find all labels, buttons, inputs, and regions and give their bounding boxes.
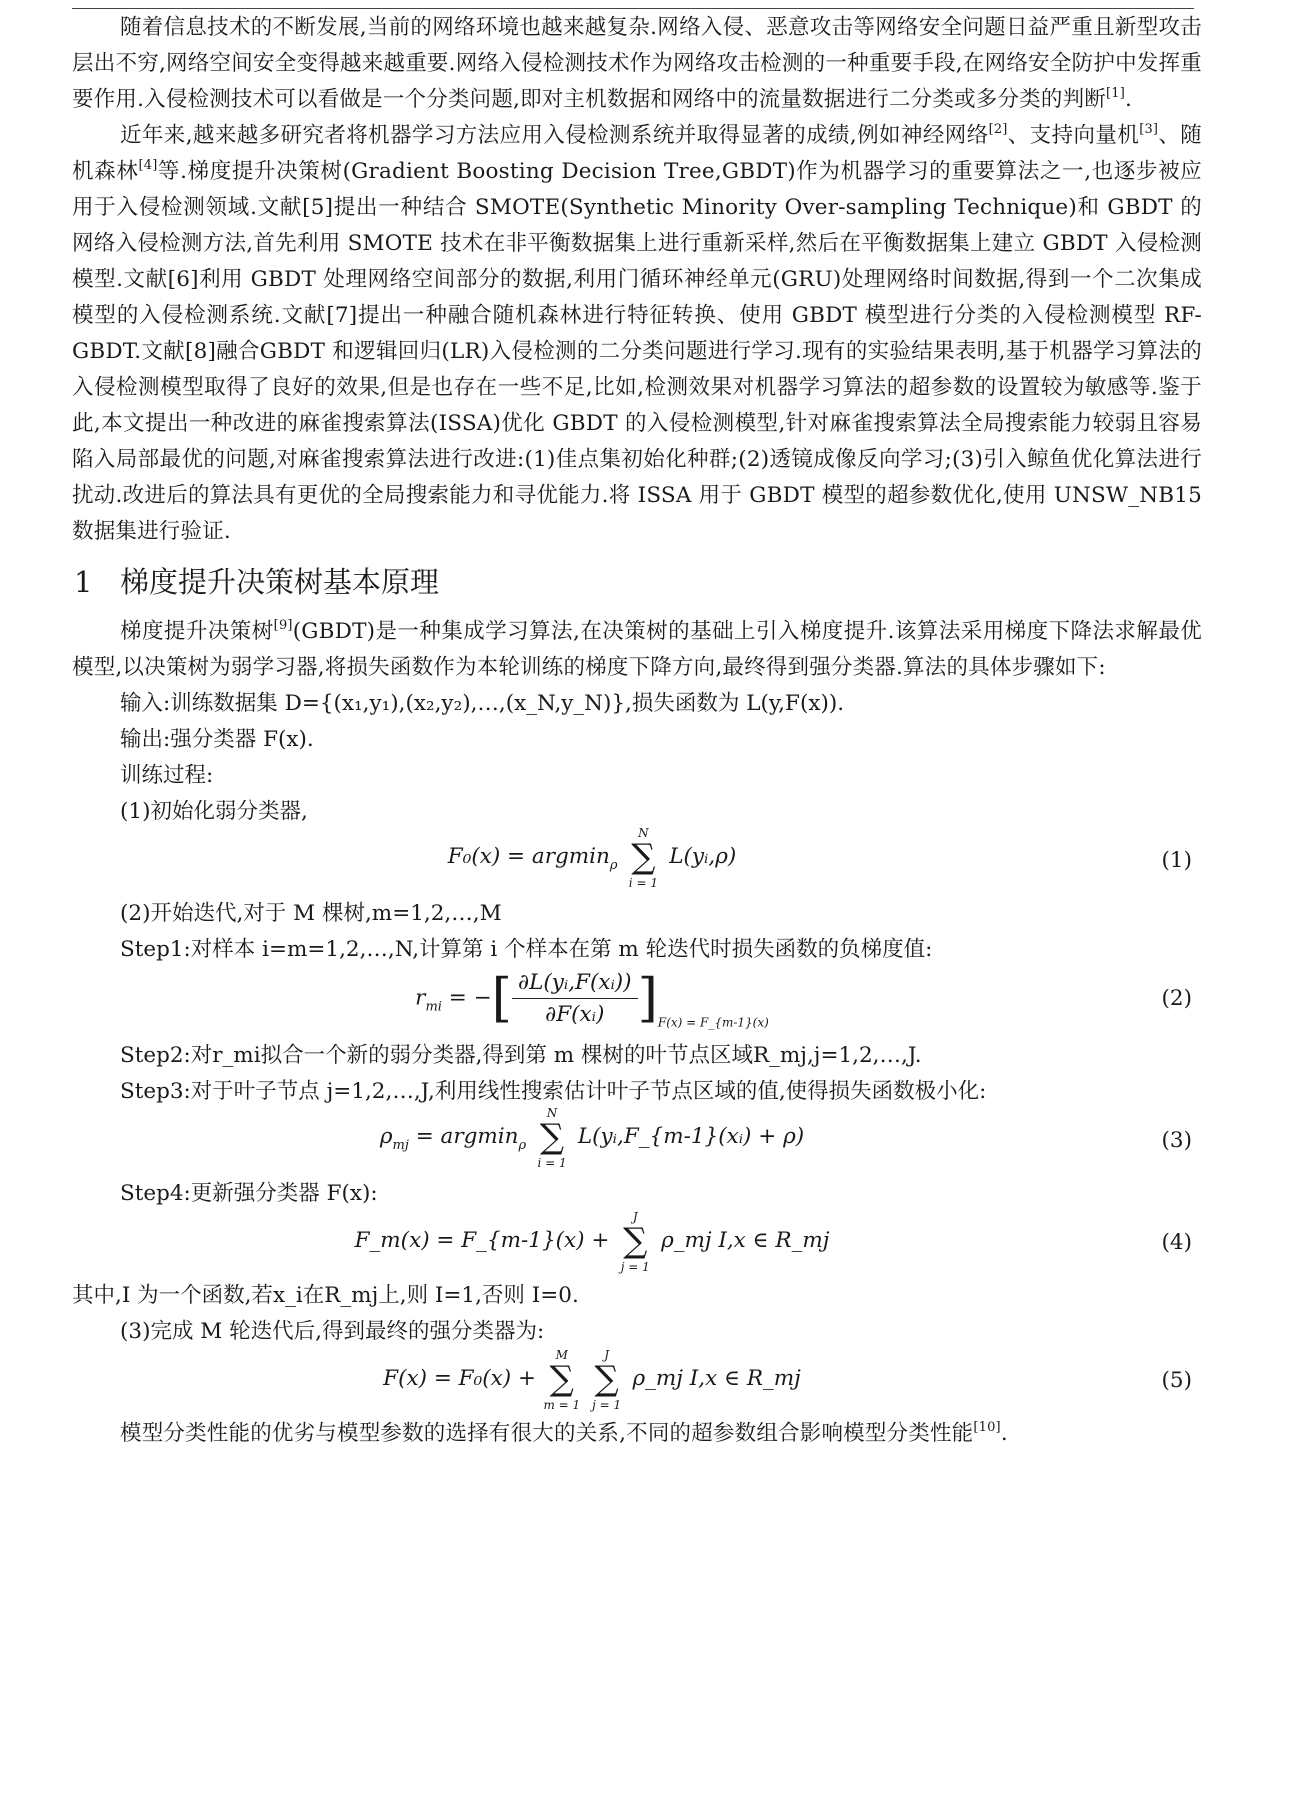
intro-paragraph-2: 近年来,越来越多研究者将机器学习方法应用入侵检测系统并取得显著的成绩,例如神经网络[2]、支持向量机[3]、随机森林[4]等.梯度提升决策树(Gradient Boosting Decision Tree,GBDT)作为机器学习的重要算法之一,也逐步被应用于入侵检测领域.文献[5]提出一种结合 SMOTE(Synthetic Minority Over-sampling Technique)和 GBDT 的网络入侵检测方法,首先利用 SMOTE 技术在非平衡数据集上进行重新采样,然后在平衡数据集上建立 GBDT 入侵检测模型.文献[6]利用 GBDT 处理网络空间部分的数据,利用门循环神经单元(GRU)处理网络时间数据,得到一个二次集成模型的入侵检测系统.文献[7]提出一种融合随机森林进行特征转换、使用 GBDT 模型进行分类的入侵检测模型 RF-GBDT.文献[8]融合GBDT 和逻辑回归(LR)入侵检测的二分类问题进行学习.现有的实验结果表明,基于机器学习算法的入侵检测模型取得了良好的效果,但是也存在一些不足,比如,检测效果对机器学习算法的超参数的设置较为敏感等.鉴于此,本文提出一种改进的麻雀搜索算法(ISSA)优化 GBDT 的入侵检测模型,针对麻雀搜索算法全局搜索能力较弱且容易陷入局部最优的问题,对麻雀搜索算法进行改进:(1)佳点集初始化种群;(2)透镜成像反向学习;(3)引入鲸鱼优化算法进行扰动.改进后的算法具有更优的全局搜索能力和寻优能力.将 ISSA 用于 GBDT 模型的超参数优化,使用 UNSW_NB15 数据集进行验证. — [72, 122, 1203, 544]
algo-output: 输出:强分类器 F(x). — [120, 727, 314, 752]
top-rule — [72, 8, 1194, 9]
citation-3[interactable]: [3] — [1139, 122, 1159, 137]
summation-symbol: M ∑ m = 1 — [543, 1348, 581, 1412]
equation-number: (1) — [1161, 848, 1192, 873]
equation-number: (2) — [1161, 986, 1192, 1011]
algo-final: (3)完成 M 轮迭代后,得到最终的强分类器为: — [120, 1319, 545, 1344]
fraction: $\frac{\text{∂L(yᵢ,F(xᵢ))}}{\text{∂F(xᵢ)}}$ — [512, 970, 638, 1027]
citation-10[interactable]: [10] — [973, 1420, 1001, 1435]
equation-2: $r_{mi}$ = −[ $\frac{\text{∂L(yᵢ,F(xᵢ))}}{\text{∂F(xᵢ)}}$ ]$_{F(x) = F\_\{m-1\}(x)}$ (2) — [415, 968, 1192, 1030]
equation-number: (5) — [1161, 1368, 1192, 1393]
equation-number: (3) — [1161, 1128, 1192, 1153]
algo-step3: Step3:对于叶子节点 j=1,2,…,J,利用线性搜索估计叶子节点区域的值,使得损失函数极小化: — [120, 1079, 987, 1104]
paper-page — [72, 10, 1202, 1452]
algo-step2: Step2:对r_mi拟合一个新的弱分类器,得到第 m 棵树的叶节点区域R_mj,j=1,2,…,J. — [120, 1043, 922, 1068]
intro-paragraph-1: 随着信息技术的不断发展,当前的网络环境也越来越复杂.网络入侵、恶意攻击等网络安全问题日益严重且新型攻击层出不穷,网络空间安全变得越来越重要.网络入侵检测技术作为网络攻击检测的一种重要手段,在网络安全防护中发挥重要作用.入侵检测技术可以看做是一个分类问题,即对主机数据和网络中的流量数据进行二分类或多分类的判断[1]. — [72, 15, 1202, 112]
algo-iteration: (2)开始迭代,对于 M 棵树,m=1,2,…,M — [120, 901, 502, 926]
citation-9[interactable]: [9] — [273, 618, 293, 633]
section-heading — [74, 560, 1202, 604]
equation-4: F_m(x) = F_{m-1}(x) + J ∑ j = 1 ρ_mj I,x ∈ R_mj (4) — [354, 1210, 1192, 1274]
citation-4[interactable]: [4] — [138, 158, 158, 173]
algo-input: 输入:训练数据集 D={(x₁,y₁),(x₂,y₂),…,(x_N,y_N)},损失函数为 L(y,F(x)). — [120, 691, 845, 716]
algo-training-label: 训练过程: — [120, 763, 214, 788]
algo-step1: Step1:对样本 i=m=1,2,…,N,计算第 i 个样本在第 m 轮迭代时损失函数的负梯度值: — [120, 937, 933, 962]
summation-symbol: J ∑ j = 1 — [592, 1348, 622, 1412]
equation-5: F(x) = F₀(x) + M ∑ m = 1 J ∑ j = 1 ρ_mj I,x ∈ R_mj (5) — [383, 1348, 1192, 1412]
citation-1[interactable]: [1] — [1105, 86, 1125, 101]
section-number: 1 — [74, 565, 93, 599]
section-title: 梯度提升决策树基本原理 — [120, 565, 440, 599]
equation-3: $\rho_{mj} = argmin_\rho$ N ∑ i = 1 L(yᵢ,F_{m-1}(xᵢ) + ρ) (3) — [379, 1106, 1192, 1170]
equation-1: F₀(x) = argmin$_\rho$ N ∑ i = 1 L(yᵢ,ρ) (1) — [447, 826, 1192, 890]
summation-symbol: N ∑ i = 1 — [628, 826, 658, 890]
summation-symbol: J ∑ j = 1 — [620, 1210, 650, 1274]
citation-2[interactable]: [2] — [988, 122, 1008, 137]
indicator-definition: 其中,I 为一个函数,若x_i在R_mj上,则 I=1,否则 I=0. — [72, 1283, 579, 1308]
summation-symbol: N ∑ i = 1 — [537, 1106, 567, 1170]
section-paragraph-1: 梯度提升决策树[9](GBDT)是一种集成学习算法,在决策树的基础上引入梯度提升.该算法采用梯度下降法求解最优模型,以决策树为弱学习器,将损失函数作为本轮训练的梯度下降方向,最终得到强分类器.算法的具体步骤如下: — [72, 618, 1202, 680]
algo-step4: Step4:更新强分类器 F(x): — [120, 1181, 378, 1206]
algo-step-init: (1)初始化弱分类器, — [120, 799, 308, 824]
equation-number: (4) — [1161, 1230, 1192, 1255]
closing-paragraph: 模型分类性能的优劣与模型参数的选择有很大的关系,不同的超参数组合影响模型分类性能[10]. — [120, 1420, 1008, 1446]
